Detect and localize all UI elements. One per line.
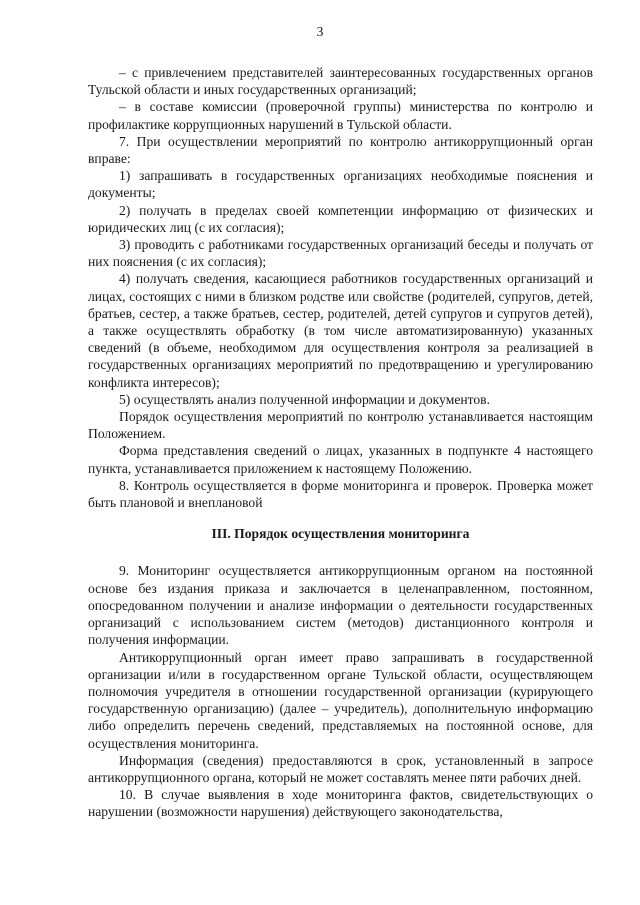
paragraph: 7. При осуществлении мероприятий по контролю антикоррупционный орган вправе: xyxy=(88,133,593,167)
paragraph: Информация (сведения) предоставляются в срок, установленный в запросе антикоррупционного органа, который не может составлять менее пяти рабочих дней. xyxy=(88,752,593,785)
paragraph: 5) осуществлять анализ полученной информации и документов. xyxy=(119,391,491,407)
paragraph: Форма представления сведений о лицах, указанных в подпункте 4 настоящего пункта, устанавливается приложением к настоящему Положению. xyxy=(88,443,593,476)
page-number: 3 xyxy=(316,24,324,39)
document-body xyxy=(88,64,593,821)
paragraph: 4) получать сведения, касающиеся работников государственных организаций и лицах, состоящих с ними в близком родстве или свойстве (родителей, супругов, детей, братьев, сестер, а также братьев, сестер, родителей, детей супругов и супругов детей), а также осуществлять обработку (в том числе автоматизированную) указанных сведений (в объеме, необходимом для осуществления контроля за реализацией в государственных организациях мероприятий по предотвращению и урегулированию конфликта интересов); xyxy=(88,271,593,390)
paragraph: 3) проводить с работниками государственных организаций беседы и получать от них пояснения (с их согласия); xyxy=(88,237,593,270)
paragraph: 8. Контроль осуществляется в форме мониторинга и проверок. Проверка может быть плановой и внеплановой xyxy=(88,477,593,511)
paragraph: 1) запрашивать в государственных организациях необходимые пояснения и документы; xyxy=(88,168,593,201)
section-heading: III. Порядок осуществления мониторинга xyxy=(211,526,470,542)
paragraph: 9. Мониторинг осуществляется антикоррупционным органом на постоянной основе без издания приказа и заключается в целенаправленном, постоянном, опосредованном получении и анализе информации о деятельности государственных организаций с использованием систем (методов) дистанционного контроля и получения информации. xyxy=(88,563,593,648)
paragraph: Порядок осуществления мероприятий по контролю устанавливается настоящим Положением. xyxy=(88,409,593,442)
paragraph: Антикоррупционный орган имеет право запрашивать в государственной организации и/или в государственном органе Тульской области, осуществляющем полномочия учредителя в отношении государственной организации (курирующего государственную организацию) (далее – учредитель), дополнительную информацию либо определить перечень сведений, представляемых на постоянной основе, для осуществления мониторинга. xyxy=(88,649,593,751)
paragraph: – в составе комиссии (проверочной группы) министерства по контролю и профилактике коррупционных нарушений в Тульской области. xyxy=(88,99,593,132)
paragraph: 10. В случае выявления в ходе мониторинга фактов, свидетельствующих о нарушении (возможности нарушения) действующего законодательства, xyxy=(88,787,593,820)
paragraph: 2) получать в пределах своей компетенции информацию от физических и юридических лиц (с их согласия); xyxy=(88,202,593,235)
paragraph: – с привлечением представителей заинтересованных государственных органов Тульской области и иных государственных организаций; xyxy=(88,65,593,98)
